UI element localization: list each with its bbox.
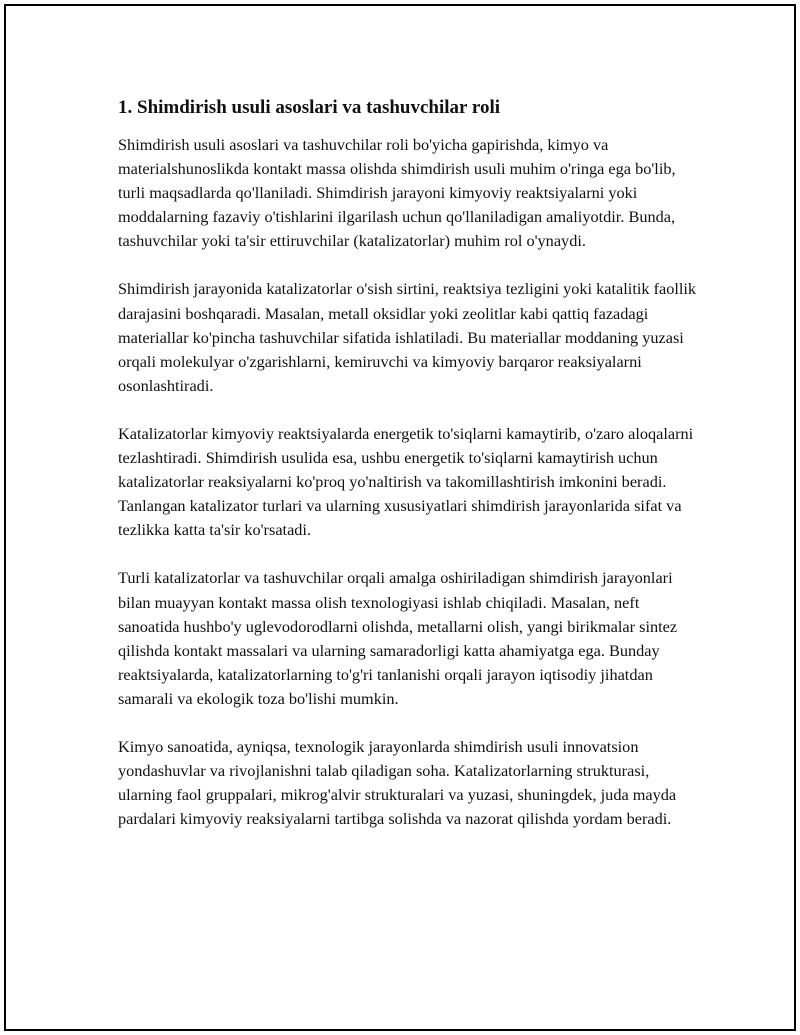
- paragraph-5: Kimyo sanoatida, ayniqsa, texnologik jarayonlarda shimdirish usuli innovatsion yondashuvlar va rivojlanishni talab qiladigan soha. Katalizatorlarning strukturasi, ularning faol gruppalari, mikrog'alvir strukturalari va yuzasi, shuningdek, juda mayda pardalari kimyoviy reaksiyalarni tartibga solishda va nazorat qilishda yordam beradi.: [118, 736, 677, 829]
- document-body: [118, 96, 698, 855]
- section-heading: 1. Shimdirish usuli asoslari va tashuvchilar roli: [118, 97, 501, 118]
- paragraph-1: Shimdirish usuli asoslari va tashuvchilar roli bo'yicha gapirishda, kimyo va materialshunoslikda kontakt massa olishda shimdirish usuli muhim o'ringa ega bo'lib, turli maqsadlarda qo'llaniladi. Shimdirish jarayoni kimyoviy reaktsiyalarni yoki moddalarning fazaviy o'tishlarini ilgarilash uchun qo'llaniladigan amaliyotdir. Bunda, tashuvchilar yoki ta'sir ettiruvchilar (katalizatorlar) muhim rol o'ynaydi.: [118, 135, 676, 251]
- paragraph-2: Shimdirish jarayonida katalizatorlar o'sish sirtini, reaktsiya tezligini yoki katalitik faollik darajasini boshqaradi. Masalan, metall oksidlar yoki zeolitlar kabi qattiq fazadagi materiallar ko'pincha tashuvchilar sifatida ishlatiladi. Bu materiallar moddaning yuzasi orqali molekulyar o'zgarishlarni, kemiruvchi va kimyoviy barqaror reaksiyalarni osonlashtiradi.: [118, 279, 697, 395]
- paragraph-3: Katalizatorlar kimyoviy reaktsiyalarda energetik to'siqlarni kamaytirib, o'zaro aloqalarni tezlashtiradi. Shimdirish usulida esa, ushbu energetik to'siqlarni kamaytirish uchun katalizatorlar reaksiyalarni ko'proq yo'naltirish va takomillashtirish imkonini beradi. Tanlangan katalizator turlari va ularning xususiyatlari shimdirish jarayonlarida sifat va tezlikka katta ta'sir ko'rsatadi.: [118, 423, 694, 540]
- page-frame: [4, 4, 796, 1031]
- paragraph-4: Turli katalizatorlar va tashuvchilar orqali amalga oshiriladigan shimdirish jarayonlari bilan muayyan kontakt massa olish texnologiyasi ishlab chiqiladi. Masalan, neft sanoatida hushbo'y uglevodorodlarni olishda, metallarni olish, yangi birikmalar sintez qilishda kontakt massalari va ularning samaradorligi katta ahamiyatga ega. Bunday reaktsiyalarda, katalizatorlarning to'g'ri tanlanishi orqali jarayon iqtisodiy jihatdan samarali va ekologik toza bo'lishi mumkin.: [118, 568, 678, 708]
